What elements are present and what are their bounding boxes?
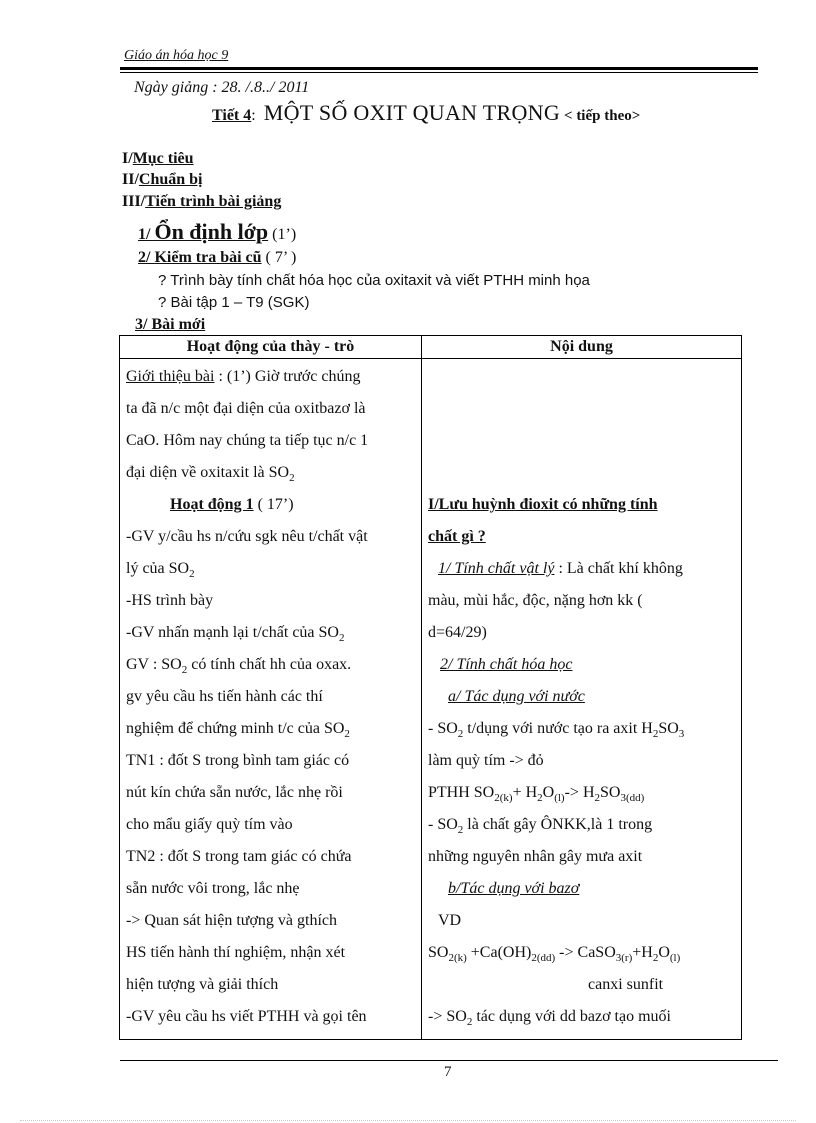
header-rule-thin <box>120 72 758 73</box>
lesson-title: MỘT SỐ OXIT QUAN TRỌNG <box>263 100 561 125</box>
step1-label: Ổn định lớp <box>154 219 269 244</box>
lesson-subtitle: < tiếp theo> <box>564 108 641 124</box>
step-2: 2/ Kiểm tra bài cũ ( 7’ ) <box>138 249 297 266</box>
step-1: 1/ Ổn định lớp (1’) <box>138 219 297 244</box>
lesson-number: Tiết 4 <box>212 107 252 124</box>
section-procedure: III/Tiến trình bài giảng <box>122 193 282 210</box>
lesson-date: Ngày giảng : 28. /.8../ 2011 <box>134 79 310 96</box>
lesson-table <box>119 335 742 1040</box>
question-2: ? Bài tập 1 – T9 (SGK) <box>158 294 310 311</box>
header-rule-thick <box>120 67 758 70</box>
table-header-content: Nội dung <box>422 336 742 359</box>
activities-cell: Giới thiệu bài : (1’) Giờ trước chúng ta đã n/c một đại diện của oxitbazơ là CaO. Hôm nay chúng ta tiếp tục n/c 1 đại diện về oxitaxit là $SO_2$ Hoạt động 1 ( 17’) -GV y/cầu hs n/cứu sgk nêu t/chất vật lý của $SO_2$ -HS trình bày -GV nhấn mạnh lại t/chất của $SO_2$ GV : $SO_2$ có tính chất hh của oxax. gv yêu cầu hs tiến hành các thí nghiệm để chứng minh t/c của $SO_2$ TN1 : đốt S trong bình tam giác có nút kín chứa sẵn nước, lắc nhẹ rồi cho mẩu giấy quỳ tím vào TN2 : đốt S trong tam giác có chứa sẵn nước vôi trong, lắc nhẹ -> Quan sát hiện tượng và gthích HS tiến hành thí nghiệm, nhận xét hiện tượng và giải thích -GV yêu cầu hs viết PTHH và gọi tên <box>120 359 422 1040</box>
table-header-activities: Hoạt động của thày - trò <box>120 336 422 359</box>
page-number: 7 <box>444 1064 452 1080</box>
section-preparation: II/Chuẩn bị <box>122 171 203 188</box>
section-objectives: I/Mục tiêu <box>122 150 194 167</box>
content-cell: I/Lưu huỳnh đioxit có những tính chất gì ? 1/ Tính chất vật lý : Là chất khí không màu, mùi hắc, độc, nặng hơn kk ( d=64/29) 2/ Tính chất hóa học a/ Tác dụng với nước - $SO_2$ t/dụng với nước tạo ra axit $H_2SO_3$ làm quỳ tím -> đỏ PTHH $SO_{2(k)}+ H_2O_{(l)}-> H_2SO_{3(dd)}$ - $SO_2$ là chất gây ÔNKK,là 1 trong những nguyên nhân gây mưa axit b/Tác dụng với bazơ VD $SO_{2(k)} +Ca(OH)_{2(dd)}$ -> $CaSO_{3(r)}+H_2O_{(l)}$ canxi sunfit -> $SO_2$ tác dụng với dd bazơ tạo muối <box>422 359 742 1040</box>
question-1: ? Trình bày tính chất hóa học của oxitaxit và viết PTHH minh họa <box>158 272 590 289</box>
footer-rule <box>120 1060 778 1061</box>
step-3: 3/ Bài mới <box>135 316 206 333</box>
header-title: Giáo án hóa học 9 <box>124 48 229 63</box>
page-bottom-border <box>20 1120 796 1121</box>
lesson-heading: Tiết 4: MỘT SỐ OXIT QUAN TRỌNG < tiếp theo> <box>212 100 641 125</box>
